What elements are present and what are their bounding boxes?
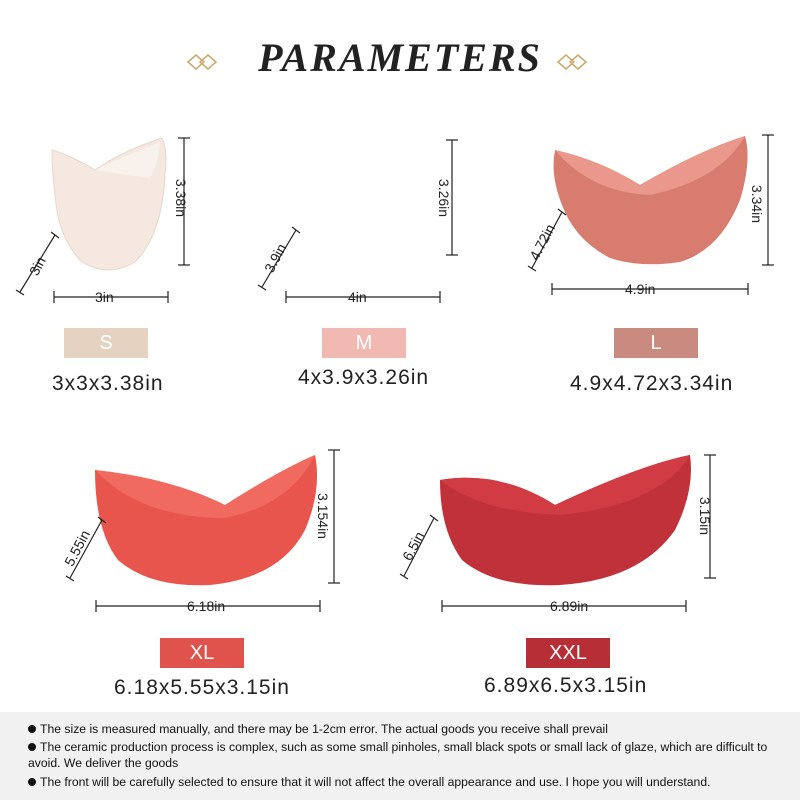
- dimension-m-width: 4in: [348, 289, 367, 305]
- spec-xl: 6.18x5.55x3.15in: [114, 676, 290, 699]
- note-text: The ceramic production process is complex, such as some small pinholes, small black spots or small lack of glaze, which are difficult to avoid. We deliver the goods: [28, 740, 768, 770]
- dimension-xl-height: 3.154in: [314, 493, 331, 539]
- bullet-icon: [28, 778, 36, 786]
- note-text: The size is measured manually, and there may be 1-2cm error. The actual goods you receive shall prevail: [40, 722, 608, 736]
- dimension-l-height: 3.34in: [749, 184, 766, 224]
- dimension-xxl-depth: 6.5in: [398, 528, 428, 564]
- notes-panel: [0, 712, 800, 800]
- bullet-icon: [28, 725, 36, 733]
- dimension-s-height: 3.38in: [173, 178, 190, 218]
- bowl-xl-image: [95, 455, 317, 585]
- dimension-s-width: 3in: [95, 289, 114, 305]
- dimension-l-width: 4.9in: [625, 281, 656, 297]
- dimension-m-height: 3.26in: [436, 178, 453, 218]
- dimension-xl-width: 6.18in: [187, 598, 226, 614]
- dimension-xxl-height: 3.15in: [697, 496, 714, 536]
- spec-l: 4.9x4.72x3.34in: [570, 372, 734, 395]
- size-badge-xl: XL: [160, 638, 244, 668]
- note-text: The front will be carefully selected to ensure that it will not affect the overall appearance and use. I hope you will understand.: [40, 775, 711, 789]
- bowl-xxl-image: [440, 455, 691, 585]
- note-item: [28, 774, 780, 790]
- dimension-l-depth: 4.72in: [526, 221, 559, 263]
- dimension-xxl-width: 6.89in: [550, 598, 589, 614]
- size-badge-xxl: XXL: [526, 638, 610, 668]
- spec-m: 4x3.9x3.26in: [298, 366, 430, 389]
- size-badge-m: M: [322, 328, 406, 358]
- note-item: [28, 739, 780, 771]
- bowl-s-image: [52, 138, 166, 270]
- dimension-m-depth: 3.9in: [260, 240, 290, 276]
- bullet-icon: [28, 743, 36, 751]
- dimension-xl-depth: 5.55in: [61, 527, 94, 569]
- note-item: [28, 721, 780, 737]
- bowl-l-image: [554, 136, 748, 264]
- size-badge-s: S: [64, 328, 148, 358]
- page-title: PARAMETERS: [258, 35, 542, 80]
- dimension-s-depth: 3in: [25, 253, 49, 279]
- size-badge-l: L: [614, 328, 698, 358]
- spec-xxl: 6.89x6.5x3.15in: [484, 674, 648, 697]
- spec-s: 3x3x3.38in: [52, 372, 164, 395]
